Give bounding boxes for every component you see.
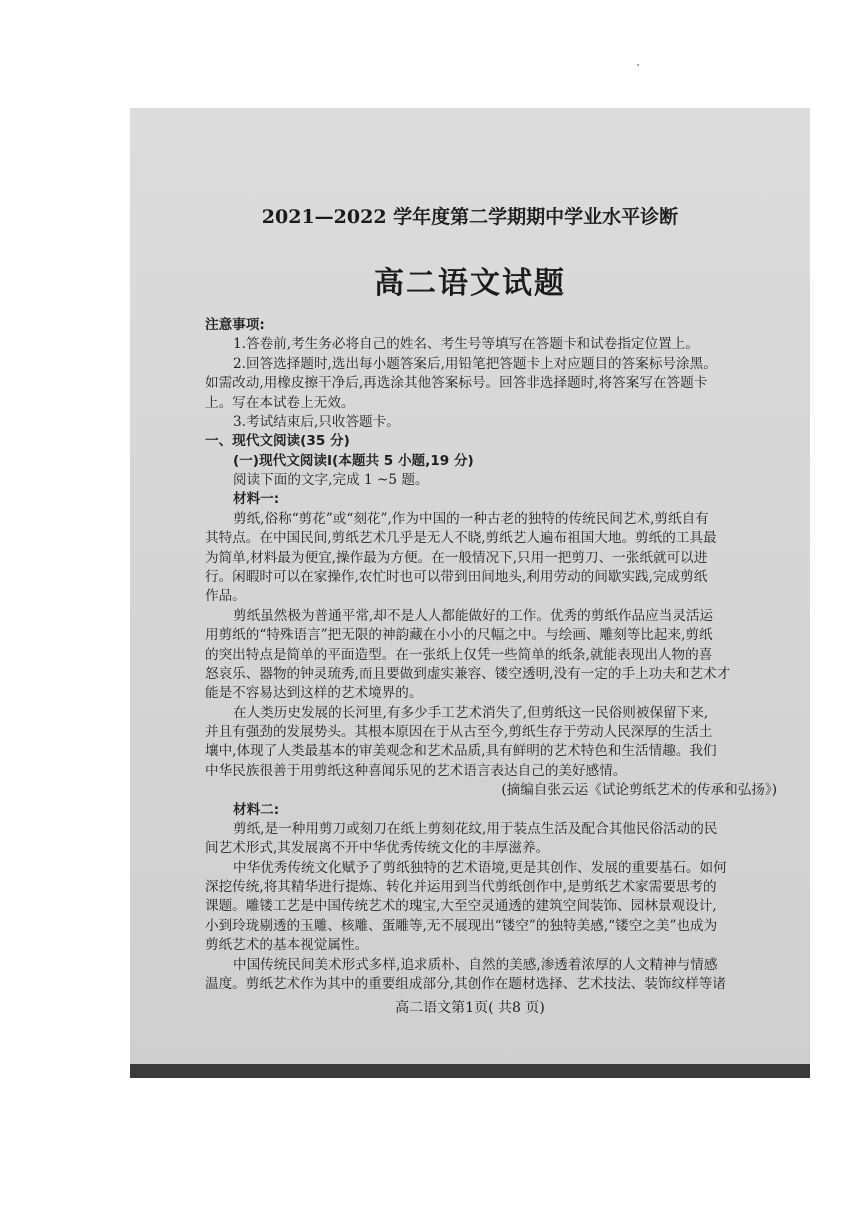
body-line: 间艺术形式,其发展离不开中华优秀传统文化的丰厚滋养。	[205, 840, 550, 856]
instruction-text: 阅读下面的文字,完成 1 ~5 题。	[233, 472, 429, 488]
body-line: 剪纸,俗称“剪花”或“刻花”,作为中国的一种古老的独特的传统民间艺术,剪纸自有	[233, 511, 709, 527]
exam-title: 2021—2022 学年度第二学期期中学业水平诊断	[261, 206, 679, 228]
body-line: 怒哀乐、器物的钟灵琉秀,而且要做到虚实兼容、镂空透明,没有一定的手上功夫和艺术才	[205, 666, 731, 682]
notice-line: 2.回答选择题时,选出每小题答案后,用铅笔把答题卡上对应题目的答案标号涂黑。	[233, 356, 717, 372]
body-line: 作品。	[205, 588, 246, 604]
subsection-heading: (一)现代文阅读Ⅰ(本题共 5 小题,19 分)	[233, 453, 474, 469]
body-line: 剪纸虽然极为普通平常,却不是人人都能做好的工作。优秀的剪纸作品应当灵活运	[233, 608, 714, 624]
body-line: 能是不容易达到这样的艺术境界的。	[205, 685, 423, 701]
subject-title: 高二语文试题	[374, 266, 566, 301]
body-line: 课题。雕镂工艺是中国传统艺术的瑰宝,大至空灵通透的建筑空间装饰、园林景观设计,	[205, 898, 717, 914]
body-line: 中国传统民间美术形式多样,追求质朴、自然的美感,渗透着浓厚的人文精神与情感	[233, 957, 718, 973]
body-line: 中华民族很善于用剪纸这种喜闻乐见的艺术语言表达自己的美好感情。	[205, 763, 627, 779]
body-line: 剪纸,是一种用剪刀或刻刀在纸上剪刻花纹,用于装点生活及配合其他民俗活动的民	[233, 821, 718, 837]
material-label: 材料一:	[233, 491, 280, 507]
section-heading: 一、现代文阅读(35 分)	[205, 433, 350, 449]
body-line: 小到玲珑剔透的玉雕、核雕、蛋雕等,无不展现出“镂空”的独特美感,“镂空之美”也成为	[205, 918, 718, 934]
body-line: 并且有强劲的发展势头。其根本原因在于从古至今,剪纸生存于劳动人民深厚的生活土	[205, 724, 713, 740]
source-citation: (摘编自张云运《试论剪纸艺术的传承和弘扬》)	[501, 782, 777, 798]
body-line: 在人类历史发展的长河里,有多少手工艺术消失了,但剪纸这一民俗则被保留下来,	[233, 705, 709, 721]
body-line: 其特点。在中国民间,剪纸艺术几乎是无人不晓,剪纸艺人遍布祖国大地。剪纸的工具最	[205, 530, 717, 546]
body-line: 为简单,材料最为便宜,操作最为方便。在一般情况下,只用一把剪刀、一张纸就可以进	[205, 550, 708, 566]
material-label: 材料二:	[233, 802, 280, 818]
body-line: 剪纸艺术的基本视觉属性。	[205, 937, 369, 953]
body-line: 中华优秀传统文化赋予了剪纸独特的艺术语境,更是其创作、发展的重要基石。如何	[233, 860, 727, 876]
body-line: 的突出特点是简单的平面造型。在一张纸上仅凭一些简单的纸条,就能表现出人物的喜	[205, 647, 713, 663]
body-line: 行。闲暇时可以在家操作,农忙时也可以带到田间地头,利用劳动的间歇实践,完成剪纸	[205, 569, 708, 585]
body-line: 深挖传统,将其精华进行提炼、转化并运用到当代剪纸创作中,是剪纸艺术家需要思考的	[205, 879, 717, 895]
notice-line: 1.答卷前,考生务必将自己的姓名、考生号等填写在答题卡和试卷指定位置上。	[233, 336, 699, 352]
notice-line: 上。写在本试卷上无效。	[205, 395, 355, 411]
body-line: 用剪纸的“特殊语言”把无限的神韵藏在小小的尺幅之中。与绘画、雕刻等比起来,剪纸	[205, 627, 713, 643]
notice-heading: 注意事项:	[205, 317, 265, 333]
page-footer: 高二语文第1页( 共8 页)	[395, 1000, 545, 1016]
notice-line: 如需改动,用橡皮擦干净后,再选涂其他答案标号。回答非选择题时,将答案写在答题卡	[205, 375, 708, 391]
notice-line: 3.考试结束后,只收答题卡。	[233, 414, 400, 430]
body-line: 壤中,体现了人类最基本的审美观念和艺术品质,具有鲜明的艺术特色和生活情趣。我们	[205, 743, 717, 759]
body-line: 温度。剪纸艺术作为其中的重要组成部分,其创作在题材选择、艺术技法、装饰纹样等诸	[205, 976, 726, 992]
